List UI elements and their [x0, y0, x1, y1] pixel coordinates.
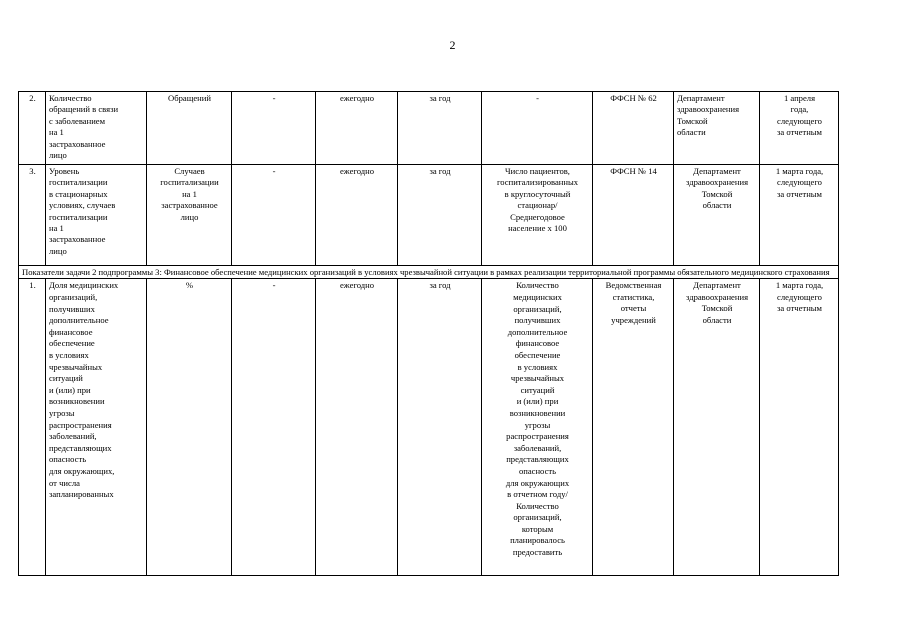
- dash-cell: -: [232, 92, 316, 165]
- periodicity-cell: ежегодно: [316, 92, 398, 165]
- period-cell: за год: [398, 279, 482, 576]
- unit-cell: Случаев госпитализации на 1 застрахованное лицо: [147, 165, 232, 266]
- period-cell: за год: [398, 92, 482, 165]
- table-row: [19, 165, 839, 266]
- indicator-name: Доля медицинских организаций, получивших дополнительное финансовое обеспечение в условиях чрезвычайных ситуаций и (или) при возникновении угрозы распространения заболеваний, представляющих опасность для окружающих, от числа запланированных: [46, 279, 147, 576]
- responsible-cell: Департамент здравоохранения Томской области: [674, 92, 760, 165]
- indicator-name: Уровень госпитализации в стационарных условиях, случаев госпитализации на 1 застрахованное лицо: [46, 165, 147, 266]
- row-number: 2.: [19, 92, 46, 165]
- deadline-cell: 1 апреля года, следующего за отчетным: [760, 92, 839, 165]
- unit-cell: Обращений: [147, 92, 232, 165]
- dash-cell: -: [232, 279, 316, 576]
- unit-cell: %: [147, 279, 232, 576]
- deadline-cell: 1 марта года, следующего за отчетным: [760, 165, 839, 266]
- source-cell: ФФСН № 14: [593, 165, 674, 266]
- source-cell: Ведомственная статистика, отчеты учреждений: [593, 279, 674, 576]
- row-number: 1.: [19, 279, 46, 576]
- indicator-name: Количество обращений в связи с заболеванием на 1 застрахованное лицо: [46, 92, 147, 165]
- section-header: Показатели задачи 2 подпрограммы 3: Финансовое обеспечение медицинских организаций в условиях чрезвычайной ситуации в рамках реализации территориальной программы обязательного медицинского страхования: [19, 266, 839, 279]
- dash-cell: -: [232, 165, 316, 266]
- page-number: 2: [449, 38, 456, 52]
- periodicity-cell: ежегодно: [316, 279, 398, 576]
- periodicity-cell: ежегодно: [316, 165, 398, 266]
- row-number: 3.: [19, 165, 46, 266]
- deadline-cell: 1 марта года, следующего за отчетным: [760, 279, 839, 576]
- section-header-row: [19, 266, 839, 279]
- period-cell: за год: [398, 165, 482, 266]
- formula-cell: -: [482, 92, 593, 165]
- responsible-cell: Департамент здравоохранения Томской области: [674, 279, 760, 576]
- table-row: [19, 279, 839, 576]
- source-cell: ФФСН № 62: [593, 92, 674, 165]
- table-row: [19, 92, 839, 165]
- responsible-cell: Департамент здравоохранения Томской области: [674, 165, 760, 266]
- formula-cell: Количество медицинских организаций, получивших дополнительное финансовое обеспечение в условиях чрезвычайных ситуаций и (или) при возникновении угрозы распространения заболеваний, представляющих опасность для окружающих в отчетном году/ Количество организаций, которым планировалось предоставить: [482, 279, 593, 576]
- formula-cell: Число пациентов, госпитализированных в круглосуточный стационар/ Среднегодовое население х 100: [482, 165, 593, 266]
- indicators-table: [18, 91, 839, 576]
